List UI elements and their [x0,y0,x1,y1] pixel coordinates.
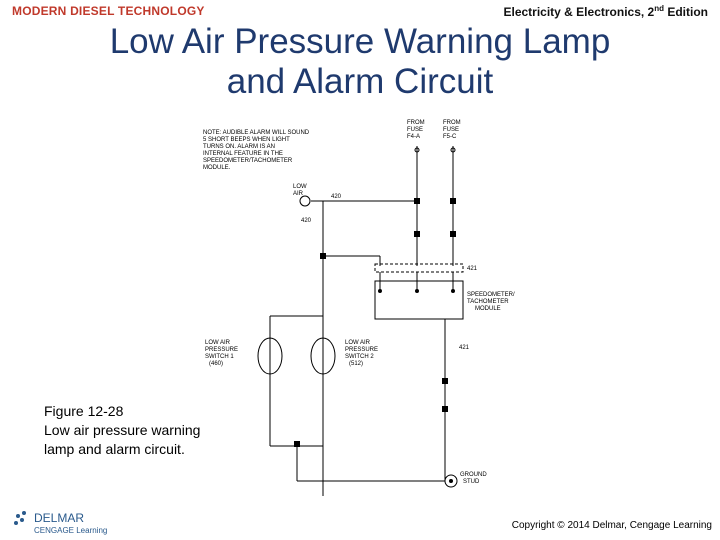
switch1-label: (460) [209,361,224,367]
connector-421-label: 421 [459,345,470,351]
note-line: MODULE. [203,165,231,171]
switch2-label: (512) [349,361,364,367]
figure-number: Figure 12-28 [44,403,124,419]
fuse2-label: FUSE [443,127,460,133]
copyright: Copyright © 2014 Delmar, Cengage Learning [511,520,712,531]
ground-label: STUD [463,479,480,485]
junction [414,231,420,237]
logo-bottom-text: CENGAGE Learning [34,526,108,535]
switch2-label: SWITCH 2 [345,354,374,360]
ground-stud-center [449,479,453,483]
delmar-logo [12,508,122,538]
fuse1-label: F4-A [407,134,421,140]
fuse2-label: FROM [443,120,461,126]
junction [414,198,420,204]
note-line: 5 SHORT BEEPS WHEN LIGHT [203,137,290,143]
switch1-label: SWITCH 1 [205,354,234,360]
note-line: SPEEDOMETER/TACHOMETER [203,158,293,164]
logo-dot-icon [16,514,20,518]
junction [450,231,456,237]
junction [442,378,448,384]
logo-dot-icon [20,518,24,522]
connector-421-label: 421 [467,266,478,272]
wire-420-label: 420 [331,194,342,200]
junction [294,441,300,447]
note-line: NOTE: AUDIBLE ALARM WILL SOUND [203,130,310,136]
module-pin [451,289,455,293]
low-air-label: AIR [293,191,304,197]
figure-caption [44,402,214,459]
header-edition: Electricity & Electronics, 2nd Edition [503,4,708,19]
connector-421-top [375,264,463,272]
logo-dot-icon [22,511,26,515]
figure-text: Low air pressure warning lamp and alarm circuit. [44,422,201,457]
switch1-label: PRESSURE [205,347,239,353]
circuit-diagram [195,116,525,496]
speedo-module-box [375,281,463,319]
switch1-label: LOW AIR [205,340,231,346]
wire-420-label: 420 [301,218,312,224]
junction [442,406,448,412]
speedo-label: TACHOMETER [467,299,509,305]
module-pin [378,289,382,293]
speedo-label: SPEEDOMETER/ [467,292,515,298]
junction [450,198,456,204]
low-air-lamp [300,196,310,206]
logo-dot-icon [14,521,18,525]
ground-label: GROUND [460,472,487,478]
low-air-label: LOW [293,184,307,190]
note-line: INTERNAL FEATURE IN THE [203,151,283,157]
switch2-label: PRESSURE [345,347,379,353]
header-brand: MODERN DIESEL TECHNOLOGY [12,4,205,18]
junction [320,253,326,259]
logo-top-text: DELMAR [34,511,85,525]
fuse1-label: FUSE [407,127,424,133]
fuse2-label: F5-C [443,134,457,140]
fuse1-label: FROM [407,120,425,126]
note-line: TURNS ON. ALARM IS AN [203,144,276,150]
page-title: Low Air Pressure Warning Lamp and Alarm Circuit [109,22,611,101]
speedo-label: MODULE [475,306,501,312]
switch2-label: LOW AIR [345,340,371,346]
module-pin [415,289,419,293]
